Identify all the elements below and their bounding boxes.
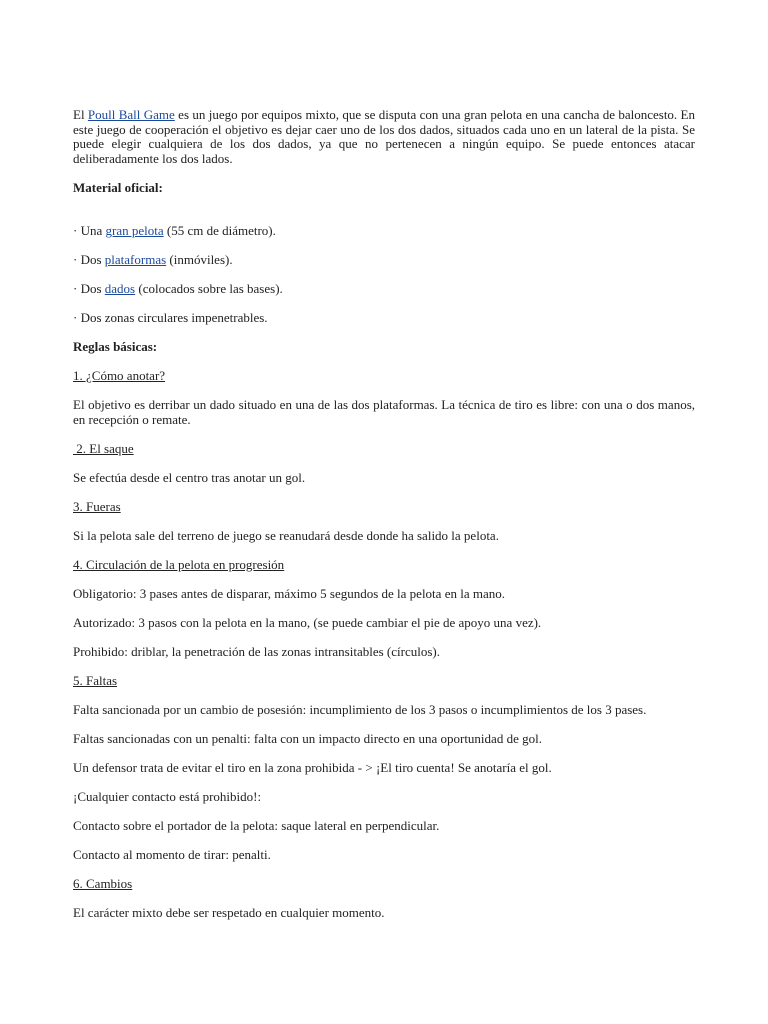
material-item-platforms: · Dos plataformas (inmóviles). bbox=[73, 252, 233, 268]
section-4-prohibido: Prohibido: driblar, la penetración de las zonas intransitables (círculos). bbox=[73, 643, 440, 659]
section-4-obligatorio: Obligatorio: 3 pases antes de disparar, máximo 5 segundos de la pelota en la mano. bbox=[73, 585, 505, 601]
section-3-body: Si la pelota sale del terreno de juego se reanudará desde donde ha salido la pelota. bbox=[73, 527, 499, 543]
section-5-line-6: Contacto al momento de tirar: penalti. bbox=[73, 846, 271, 862]
intro-paragraph bbox=[73, 108, 695, 166]
plataformas-link[interactable]: plataformas bbox=[104, 252, 167, 268]
poull-ball-game-link[interactable]: Poull Ball Game bbox=[87, 107, 175, 122]
document-body bbox=[73, 108, 695, 935]
section-5-title: 5. Faltas bbox=[73, 672, 118, 688]
section-5-line-5: Contacto sobre el portador de la pelota: saque lateral en perpendicular. bbox=[73, 817, 440, 833]
section-6-title: 6. Cambios bbox=[73, 875, 133, 891]
dados-link[interactable]: dados bbox=[104, 281, 136, 297]
section-5-line-2: Faltas sancionadas con un penalti: falta con un impacto directo en una oportunidad de gol. bbox=[73, 730, 542, 746]
spacer bbox=[73, 210, 695, 225]
section-1-title: 1. ¿Cómo anotar? bbox=[73, 368, 166, 384]
section-1-body: El objetivo es derribar un dado situado en una de las dos plataformas. La técnica de tiro es libre: con una o dos manos, en recepción o remate. bbox=[73, 397, 695, 427]
section-4-autorizado: Autorizado: 3 pasos con la pelota en la mano, (se puede cambiar el pie de apoyo una vez). bbox=[73, 614, 542, 630]
intro-prefix: El bbox=[73, 107, 88, 122]
section-4-title: 4. Circulación de la pelota en progresión bbox=[73, 556, 285, 572]
section-2-body: Se efectúa desde el centro tras anotar un gol. bbox=[73, 469, 306, 485]
material-item-dice: · Dos dados (colocados sobre las bases). bbox=[73, 281, 283, 297]
section-3-title: 3. Fueras bbox=[73, 498, 121, 514]
material-heading: Material oficial: bbox=[73, 179, 163, 195]
section-5-line-4: ¡Cualquier contacto está prohibido!: bbox=[73, 788, 262, 804]
gran-pelota-link[interactable]: gran pelota bbox=[105, 223, 164, 239]
section-6-body: El carácter mixto debe ser respetado en cualquier momento. bbox=[73, 904, 385, 920]
material-item-zones: · Dos zonas circulares impenetrables. bbox=[73, 310, 268, 326]
section-5-line-1: Falta sancionada por un cambio de posesión: incumplimiento de los 3 pasos o incumplimientos de los 3 pases. bbox=[73, 701, 647, 717]
section-5-line-3: Un defensor trata de evitar el tiro en la zona prohibida - > ¡El tiro cuenta! Se anotaría el gol. bbox=[73, 759, 552, 775]
material-item-ball: · Una gran pelota (55 cm de diámetro). bbox=[73, 223, 276, 239]
section-2-title: 2. El saque bbox=[73, 440, 134, 456]
intro-text: es un juego por equipos mixto, que se disputa con una gran pelota en una cancha de baloncesto. En este juego de cooperación el objetivo es dejar caer uno de los dos dados, situados cada uno en un lateral de la pista. Se puede elegir cualquiera de los dos dados, ya que no pertenecen a ningún equipo. Se puede entonces atacar deliberadamente los dos lados. bbox=[73, 107, 695, 166]
rules-heading: Reglas básicas: bbox=[73, 339, 158, 355]
